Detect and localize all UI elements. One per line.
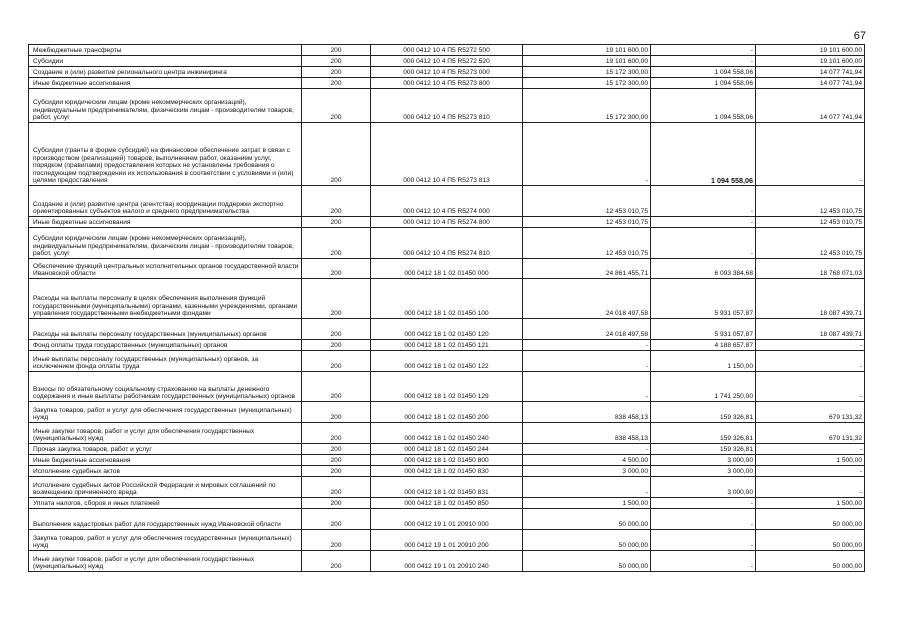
executed-amount-cell: 6 093 384,68: [651, 259, 756, 279]
expense-name-cell: Обеспечение функций центральных исполнительных органов государственной власти Ивановской области: [29, 259, 302, 279]
executed-amount-cell: 1 094 558,06: [651, 123, 756, 186]
planned-amount-cell: -: [523, 340, 651, 351]
expense-name-cell: Создание и (или) развитие регионального центра инжиниринга: [29, 67, 302, 78]
planned-amount-cell: 19 101 600,00: [523, 45, 651, 56]
admin-code-cell: 200: [302, 402, 371, 423]
remaining-amount-cell: 1 500,00: [756, 498, 865, 509]
admin-code-cell: 200: [302, 228, 371, 259]
budget-code-cell: 000 0412 10 4 П5 R5272 520: [371, 56, 523, 67]
remaining-amount-cell: 50 000,00: [756, 551, 865, 572]
admin-code-cell: 200: [302, 45, 371, 56]
executed-amount-cell: 1 150,00: [651, 351, 756, 372]
executed-amount-cell: -: [651, 228, 756, 259]
budget-code-cell: 000 0412 18 1 02 01450 120: [371, 319, 523, 340]
expense-name-cell: Субсидии юридическим лицам (кроме некоммерческих организаций), индивидуальным предпринимателям, физическим лицам - производителям товаров, работ, услуг: [29, 89, 302, 123]
table-row: [29, 186, 865, 217]
table-row: [29, 402, 865, 423]
table-row: [29, 466, 865, 477]
budget-code-cell: 000 0412 18 1 02 01450 800: [371, 455, 523, 466]
remaining-amount-cell: 18 087 439,71: [756, 279, 865, 319]
budget-code-cell: 000 0412 10 4 П5 R5273 810: [371, 89, 523, 123]
remaining-amount-cell: -: [756, 372, 865, 402]
budget-code-cell: 000 0412 10 4 П5 R5273 000: [371, 67, 523, 78]
planned-amount-cell: 4 500,00: [523, 455, 651, 466]
expense-name-cell: Субсидии: [29, 56, 302, 67]
executed-amount-cell: 5 931 057,87: [651, 319, 756, 340]
planned-amount-cell: 24 018 497,58: [523, 279, 651, 319]
remaining-amount-cell: 14 077 741,94: [756, 89, 865, 123]
table-body: [29, 45, 865, 572]
table-row: [29, 45, 865, 56]
admin-code-cell: 200: [302, 259, 371, 279]
budget-code-cell: 000 0412 10 4 П5 R5272 500: [371, 45, 523, 56]
expense-name-cell: Иные закупки товаров, работ и услуг для обеспечения государственных (муниципальных) нужд: [29, 423, 302, 444]
admin-code-cell: 200: [302, 351, 371, 372]
planned-amount-cell: 3 000,00: [523, 466, 651, 477]
expense-name-cell: Иные бюджетные ассигнования: [29, 78, 302, 89]
expense-name-cell: Прочая закупка товаров, работ и услуг: [29, 444, 302, 455]
budget-code-cell: 000 0412 18 1 02 01450 830: [371, 466, 523, 477]
remaining-amount-cell: 679 131,32: [756, 423, 865, 444]
table-row: [29, 530, 865, 551]
executed-amount-cell: 4 188 657,87: [651, 340, 756, 351]
admin-code-cell: 200: [302, 186, 371, 217]
budget-code-cell: 000 0412 19 1 01 20910 240: [371, 551, 523, 572]
expense-name-cell: Иные выплаты персоналу государственных (муниципальных) органов, за исключением фонда оплаты труда: [29, 351, 302, 372]
executed-amount-cell: -: [651, 217, 756, 228]
budget-code-cell: 000 0412 10 4 П5 R5274 000: [371, 186, 523, 217]
executed-amount-cell: -: [651, 56, 756, 67]
budget-code-cell: 000 0412 18 1 02 01450 240: [371, 423, 523, 444]
table-row: [29, 551, 865, 572]
budget-code-cell: 000 0412 18 1 02 01450 000: [371, 259, 523, 279]
admin-code-cell: 200: [302, 340, 371, 351]
admin-code-cell: 200: [302, 56, 371, 67]
expense-name-cell: Иные закупки товаров, работ и услуг для обеспечения государственных (муниципальных) нужд: [29, 551, 302, 572]
remaining-amount-cell: 18 768 071,03: [756, 259, 865, 279]
executed-amount-cell: -: [651, 45, 756, 56]
admin-code-cell: 200: [302, 319, 371, 340]
expense-name-cell: Выполнение кадастровых работ для государственных нужд Ивановской области: [29, 509, 302, 530]
remaining-amount-cell: 14 077 741,94: [756, 78, 865, 89]
table-row: [29, 56, 865, 67]
table-row: [29, 509, 865, 530]
executed-amount-cell: -: [651, 186, 756, 217]
remaining-amount-cell: 19 101 600,00: [756, 56, 865, 67]
admin-code-cell: 200: [302, 477, 371, 498]
expense-name-cell: Взносы по обязательному социальному страхованию на выплаты денежного содержания и иные выплаты работникам государственных (муниципальных) органов: [29, 372, 302, 402]
budget-code-cell: 000 0412 18 1 02 01450 200: [371, 402, 523, 423]
planned-amount-cell: -: [523, 123, 651, 186]
expense-name-cell: Закупка товаров, работ и услуг для обеспечения государственных (муниципальных) нужд: [29, 402, 302, 423]
planned-amount-cell: -: [523, 351, 651, 372]
planned-amount-cell: 12 453 010,75: [523, 217, 651, 228]
budget-code-cell: 000 0412 18 1 02 01450 850: [371, 498, 523, 509]
remaining-amount-cell: 12 453 010,75: [756, 228, 865, 259]
table-row: [29, 217, 865, 228]
planned-amount-cell: -: [523, 372, 651, 402]
budget-code-cell: 000 0412 18 1 02 01450 100: [371, 279, 523, 319]
admin-code-cell: 200: [302, 123, 371, 186]
admin-code-cell: 200: [302, 466, 371, 477]
planned-amount-cell: 24 861 455,71: [523, 259, 651, 279]
table-row: [29, 372, 865, 402]
planned-amount-cell: 15 172 300,00: [523, 78, 651, 89]
remaining-amount-cell: 50 000,00: [756, 509, 865, 530]
table-row: [29, 477, 865, 498]
executed-amount-cell: 159 326,81: [651, 444, 756, 455]
planned-amount-cell: 15 172 300,00: [523, 67, 651, 78]
budget-code-cell: 000 0412 10 4 П5 R5274 810: [371, 228, 523, 259]
admin-code-cell: 200: [302, 78, 371, 89]
admin-code-cell: 200: [302, 279, 371, 319]
table-row: [29, 498, 865, 509]
executed-amount-cell: 3 000,00: [651, 466, 756, 477]
expense-name-cell: Субсидии юридическим лицам (кроме некоммерческих организаций), индивидуальным предпринимателям, физическим лицам - производителям товаров, работ, услуг: [29, 228, 302, 259]
executed-amount-cell: -: [651, 530, 756, 551]
budget-code-cell: 000 0412 19 1 01 20910 200: [371, 530, 523, 551]
table-row: [29, 351, 865, 372]
admin-code-cell: 200: [302, 372, 371, 402]
expense-name-cell: Межбюджетные трансферты: [29, 45, 302, 56]
remaining-amount-cell: -: [756, 340, 865, 351]
planned-amount-cell: 838 458,13: [523, 423, 651, 444]
table-row: [29, 319, 865, 340]
page-number: 67: [853, 30, 866, 42]
executed-amount-cell: 1 094 558,06: [651, 67, 756, 78]
admin-code-cell: 200: [302, 551, 371, 572]
planned-amount-cell: 1 500,00: [523, 498, 651, 509]
expense-name-cell: Расходы на выплаты персоналу в целях обеспечения выполнения функций государственными (муниципальными) органами, казенными учреждениями, органами управления государственными внебюджетными фондами: [29, 279, 302, 319]
table-row: [29, 228, 865, 259]
expense-name-cell: Закупка товаров, работ и услуг для обеспечения государственных (муниципальных) нужд: [29, 530, 302, 551]
budget-code-cell: 000 0412 18 1 02 01450 122: [371, 351, 523, 372]
budget-code-cell: 000 0412 19 1 01 20910 000: [371, 509, 523, 530]
planned-amount-cell: 12 453 010,75: [523, 186, 651, 217]
expense-name-cell: Фонд оплаты труда государственных (муниципальных) органов: [29, 340, 302, 351]
admin-code-cell: 200: [302, 455, 371, 466]
remaining-amount-cell: 50 000,00: [756, 530, 865, 551]
executed-amount-cell: 3 000,00: [651, 477, 756, 498]
table-row: [29, 89, 865, 123]
admin-code-cell: 200: [302, 67, 371, 78]
remaining-amount-cell: -: [756, 444, 865, 455]
budget-code-cell: 000 0412 10 4 П5 R5273 800: [371, 78, 523, 89]
planned-amount-cell: -: [523, 444, 651, 455]
budget-code-cell: 000 0412 10 4 П5 R5273 813: [371, 123, 523, 186]
admin-code-cell: 200: [302, 217, 371, 228]
executed-amount-cell: 159 326,81: [651, 402, 756, 423]
expense-name-cell: Иные бюджетные ассигнования: [29, 455, 302, 466]
table-row: [29, 78, 865, 89]
remaining-amount-cell: 12 453 010,75: [756, 186, 865, 217]
remaining-amount-cell: 1 500,00: [756, 455, 865, 466]
executed-amount-cell: -: [651, 509, 756, 530]
admin-code-cell: 200: [302, 423, 371, 444]
remaining-amount-cell: -: [756, 351, 865, 372]
planned-amount-cell: 838 458,13: [523, 402, 651, 423]
budget-code-cell: 000 0412 18 1 02 01450 121: [371, 340, 523, 351]
table-row: [29, 67, 865, 78]
remaining-amount-cell: 14 077 741,94: [756, 67, 865, 78]
expense-name-cell: Исполнение судебных актов Российской Федерации и мировых соглашений по возмещению причиненного вреда: [29, 477, 302, 498]
executed-amount-cell: 1 741 250,00: [651, 372, 756, 402]
admin-code-cell: 200: [302, 444, 371, 455]
table-row: [29, 340, 865, 351]
budget-code-cell: 000 0412 18 1 02 01450 244: [371, 444, 523, 455]
remaining-amount-cell: 679 131,32: [756, 402, 865, 423]
admin-code-cell: 200: [302, 509, 371, 530]
table-row: [29, 455, 865, 466]
table-row: [29, 279, 865, 319]
remaining-amount-cell: -: [756, 477, 865, 498]
remaining-amount-cell: 12 453 010,75: [756, 217, 865, 228]
planned-amount-cell: 50 000,00: [523, 551, 651, 572]
admin-code-cell: 200: [302, 530, 371, 551]
expense-name-cell: Уплата налогов, сборов и иных платежей: [29, 498, 302, 509]
executed-amount-cell: 5 931 057,87: [651, 279, 756, 319]
remaining-amount-cell: 19 101 600,00: [756, 45, 865, 56]
planned-amount-cell: 15 172 300,00: [523, 89, 651, 123]
table-row: [29, 444, 865, 455]
planned-amount-cell: 50 000,00: [523, 530, 651, 551]
admin-code-cell: 200: [302, 89, 371, 123]
planned-amount-cell: -: [523, 477, 651, 498]
expense-name-cell: Исполнение судебных актов: [29, 466, 302, 477]
remaining-amount-cell: -: [756, 123, 865, 186]
planned-amount-cell: 19 101 600,00: [523, 56, 651, 67]
executed-amount-cell: 1 094 558,06: [651, 78, 756, 89]
remaining-amount-cell: 18 087 439,71: [756, 319, 865, 340]
executed-amount-cell: -: [651, 551, 756, 572]
remaining-amount-cell: -: [756, 466, 865, 477]
expense-name-cell: Субсидии (гранты в форме субсидий) на финансовое обеспечение затрат в связи с производством (реализацией) товаров, выполнением работ, оказанием услуг, порядком (правилами) предоставления которых не установлены требования о последующем подтверждении их использования в соответствии с условиями и (или) целями предоставления: [29, 123, 302, 186]
planned-amount-cell: 12 453 010,75: [523, 228, 651, 259]
table-row: [29, 259, 865, 279]
expense-name-cell: Иные бюджетные ассигнования: [29, 217, 302, 228]
executed-amount-cell: 3 000,00: [651, 455, 756, 466]
expense-name-cell: Создание и (или) развитие центра (агентства) координации поддержки экспортно ориентированных субъектов малого и среднего предпринимательства: [29, 186, 302, 217]
executed-amount-cell: -: [651, 498, 756, 509]
budget-table: [28, 44, 865, 572]
budget-code-cell: 000 0412 10 4 П5 R5274 800: [371, 217, 523, 228]
budget-code-cell: 000 0412 18 1 02 01450 129: [371, 372, 523, 402]
table-row: [29, 123, 865, 186]
expense-name-cell: Расходы на выплаты персоналу государственных (муниципальных) органов: [29, 319, 302, 340]
executed-amount-cell: 1 094 558,06: [651, 89, 756, 123]
planned-amount-cell: 50 000,00: [523, 509, 651, 530]
admin-code-cell: 200: [302, 498, 371, 509]
executed-amount-cell: 159 326,81: [651, 423, 756, 444]
budget-code-cell: 000 0412 18 1 02 01450 831: [371, 477, 523, 498]
table-row: [29, 423, 865, 444]
planned-amount-cell: 24 018 497,58: [523, 319, 651, 340]
